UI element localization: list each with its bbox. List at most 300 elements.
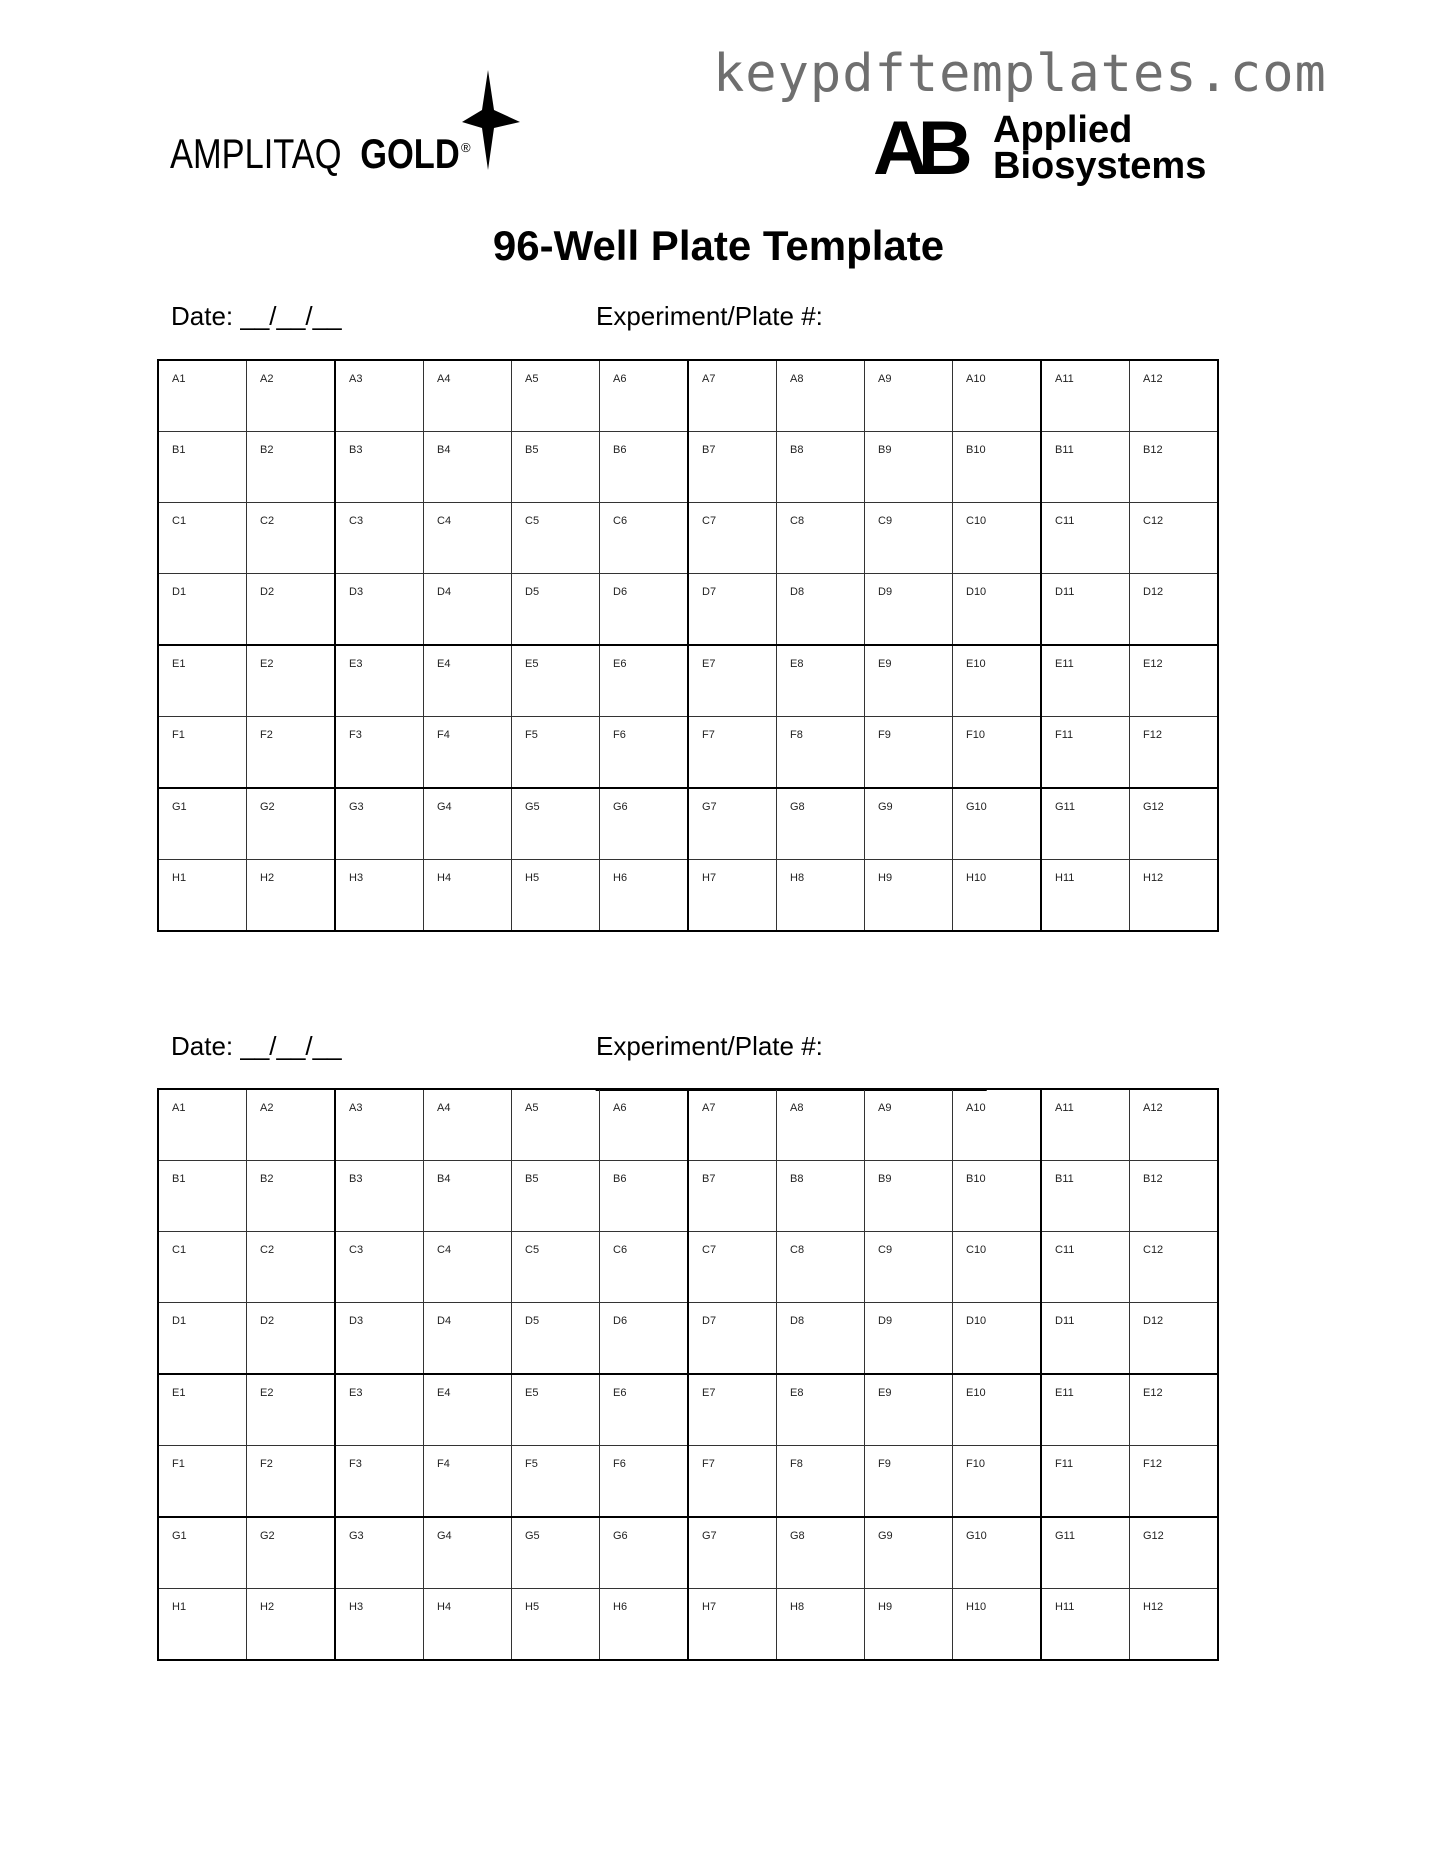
- well-cell[interactable]: [1041, 788, 1130, 860]
- well-label: D10: [966, 1315, 987, 1327]
- well-cell[interactable]: [688, 1517, 777, 1589]
- well-label: D9: [878, 1315, 893, 1327]
- well-cell[interactable]: [953, 1161, 1042, 1232]
- plate-row: [158, 860, 1218, 932]
- well-cell[interactable]: [247, 645, 336, 717]
- well-cell[interactable]: [158, 574, 247, 646]
- well-label: C5: [525, 1244, 540, 1256]
- well-label: E12: [1143, 1387, 1163, 1399]
- well-cell[interactable]: [512, 717, 600, 789]
- well-cell[interactable]: [512, 1374, 600, 1446]
- well-cell[interactable]: [158, 788, 247, 860]
- well-label: D9: [878, 586, 893, 598]
- well-label: F10: [966, 729, 985, 741]
- well-label: A8: [790, 1102, 804, 1114]
- well-cell[interactable]: [158, 1232, 247, 1303]
- well-label: D2: [260, 1315, 275, 1327]
- well-label: F9: [878, 1458, 891, 1470]
- well-cell[interactable]: [1130, 645, 1219, 717]
- well-label: E7: [702, 1387, 716, 1399]
- well-label: D6: [613, 586, 628, 598]
- well-cell[interactable]: [1130, 1517, 1219, 1589]
- well-label: H3: [349, 872, 364, 884]
- well-label: E11: [1055, 658, 1074, 670]
- well-cell[interactable]: [424, 717, 512, 789]
- well-label: A7: [702, 1102, 716, 1114]
- well-cell[interactable]: [512, 1517, 600, 1589]
- well-cell[interactable]: [865, 1161, 953, 1232]
- well-cell[interactable]: [953, 574, 1042, 646]
- well-cell[interactable]: [600, 1374, 689, 1446]
- well-label: H10: [966, 872, 987, 884]
- well-cell[interactable]: [600, 432, 689, 503]
- well-cell[interactable]: [158, 717, 247, 789]
- well-label: B2: [260, 1173, 274, 1185]
- well-cell[interactable]: [158, 1303, 247, 1375]
- well-cell[interactable]: [953, 1232, 1042, 1303]
- well-label: C1: [172, 515, 187, 527]
- well-label: B10: [966, 444, 986, 456]
- well-cell[interactable]: [865, 432, 953, 503]
- well-cell[interactable]: [1041, 503, 1130, 574]
- well-cell[interactable]: [688, 788, 777, 860]
- gold-logo-text: GOLD: [360, 130, 460, 178]
- well-label: G7: [702, 1530, 717, 1542]
- well-cell[interactable]: [335, 1589, 424, 1661]
- well-label: C7: [702, 1244, 717, 1256]
- well-cell[interactable]: [865, 1517, 953, 1589]
- well-cell[interactable]: [424, 432, 512, 503]
- well-label: B1: [172, 1173, 186, 1185]
- well-cell[interactable]: [335, 717, 424, 789]
- well-cell[interactable]: [1130, 1161, 1219, 1232]
- well-cell[interactable]: [1130, 574, 1219, 646]
- well-cell[interactable]: [335, 788, 424, 860]
- well-cell[interactable]: [512, 1589, 600, 1661]
- well-cell[interactable]: [335, 1089, 424, 1161]
- well-cell[interactable]: [1130, 360, 1219, 432]
- well-cell[interactable]: [953, 860, 1042, 932]
- well-cell[interactable]: [247, 360, 336, 432]
- well-cell[interactable]: [335, 574, 424, 646]
- well-label: B4: [437, 444, 451, 456]
- well-cell[interactable]: [158, 860, 247, 932]
- well-label: C10: [966, 515, 987, 527]
- well-cell[interactable]: [777, 1089, 865, 1161]
- well-cell[interactable]: [424, 574, 512, 646]
- well-cell[interactable]: [777, 432, 865, 503]
- well-cell[interactable]: [688, 645, 777, 717]
- well-cell[interactable]: [512, 1303, 600, 1375]
- well-label: E1: [172, 1387, 186, 1399]
- well-label: A8: [790, 373, 804, 385]
- well-cell[interactable]: [158, 1589, 247, 1661]
- well-label: A6: [613, 373, 627, 385]
- well-cell[interactable]: [953, 717, 1042, 789]
- well-cell[interactable]: [512, 1161, 600, 1232]
- well-cell[interactable]: [865, 503, 953, 574]
- well-cell[interactable]: [247, 1303, 336, 1375]
- plate-row: [158, 1303, 1218, 1375]
- well-cell[interactable]: [247, 432, 336, 503]
- well-cell[interactable]: [777, 788, 865, 860]
- well-cell[interactable]: [688, 717, 777, 789]
- well-label: F11: [1055, 1458, 1074, 1470]
- well-cell[interactable]: [158, 1161, 247, 1232]
- well-label: A2: [260, 1102, 274, 1114]
- well-cell[interactable]: [1041, 1374, 1130, 1446]
- well-cell[interactable]: [424, 860, 512, 932]
- well-cell[interactable]: [1130, 1374, 1219, 1446]
- well-cell[interactable]: [335, 1517, 424, 1589]
- well-cell[interactable]: [335, 432, 424, 503]
- well-cell[interactable]: [688, 360, 777, 432]
- well-cell[interactable]: [777, 1446, 865, 1518]
- well-label: F9: [878, 729, 891, 741]
- well-cell[interactable]: [1041, 1232, 1130, 1303]
- well-cell[interactable]: [424, 645, 512, 717]
- well-label: H8: [790, 872, 805, 884]
- well-cell[interactable]: [865, 788, 953, 860]
- well-label: A10: [966, 373, 986, 385]
- well-label: A6: [613, 1102, 627, 1114]
- well-label: C2: [260, 1244, 275, 1256]
- well-cell[interactable]: [424, 1446, 512, 1518]
- well-label: D8: [790, 1315, 805, 1327]
- well-cell[interactable]: [335, 1446, 424, 1518]
- amplitaq-logo-text: AMPLITAQ: [170, 130, 342, 178]
- well-cell[interactable]: [600, 1589, 689, 1661]
- well-cell[interactable]: [247, 503, 336, 574]
- well-cell[interactable]: [335, 1232, 424, 1303]
- well-label: D2: [260, 586, 275, 598]
- well-label: G5: [525, 1530, 540, 1542]
- well-cell[interactable]: [688, 1232, 777, 1303]
- well-label: G5: [525, 801, 540, 813]
- well-cell[interactable]: [158, 360, 247, 432]
- well-cell[interactable]: [688, 1446, 777, 1518]
- applied-biosystems-logo: [873, 108, 1213, 188]
- well-label: G9: [878, 1530, 893, 1542]
- well-cell[interactable]: [335, 503, 424, 574]
- well-cell[interactable]: [158, 432, 247, 503]
- well-cell[interactable]: [424, 503, 512, 574]
- well-cell[interactable]: [1041, 1589, 1130, 1661]
- well-cell[interactable]: [953, 1089, 1042, 1161]
- well-label: B11: [1055, 1173, 1074, 1185]
- well-label: D3: [349, 586, 364, 598]
- well-label: B10: [966, 1173, 986, 1185]
- well-cell[interactable]: [424, 1089, 512, 1161]
- well-cell[interactable]: [158, 1517, 247, 1589]
- well-cell[interactable]: [865, 1374, 953, 1446]
- well-label: E9: [878, 1387, 892, 1399]
- well-cell[interactable]: [335, 1161, 424, 1232]
- well-cell[interactable]: [247, 1161, 336, 1232]
- well-label: B12: [1143, 1173, 1163, 1185]
- well-cell[interactable]: [247, 1446, 336, 1518]
- well-cell[interactable]: [865, 1589, 953, 1661]
- well-cell[interactable]: [777, 574, 865, 646]
- well-cell[interactable]: [158, 503, 247, 574]
- well-cell[interactable]: [600, 1446, 689, 1518]
- well-cell[interactable]: [1041, 1517, 1130, 1589]
- well-label: H8: [790, 1601, 805, 1613]
- well-cell[interactable]: [512, 360, 600, 432]
- well-cell[interactable]: [777, 860, 865, 932]
- well-label: B12: [1143, 444, 1163, 456]
- well-cell[interactable]: [424, 1161, 512, 1232]
- well-cell[interactable]: [247, 1089, 336, 1161]
- well-cell[interactable]: [247, 1589, 336, 1661]
- well-cell[interactable]: [512, 1446, 600, 1518]
- well-cell[interactable]: [512, 1232, 600, 1303]
- well-cell[interactable]: [688, 1589, 777, 1661]
- well-cell[interactable]: [777, 1303, 865, 1375]
- well-label: H6: [613, 872, 628, 884]
- well-cell[interactable]: [158, 1089, 247, 1161]
- well-cell[interactable]: [600, 788, 689, 860]
- well-cell[interactable]: [865, 574, 953, 646]
- well-cell[interactable]: [512, 1089, 600, 1161]
- well-label: C9: [878, 1244, 893, 1256]
- well-cell[interactable]: [865, 717, 953, 789]
- well-cell[interactable]: [247, 1374, 336, 1446]
- well-cell[interactable]: [1130, 1303, 1219, 1375]
- well-cell[interactable]: [865, 1089, 953, 1161]
- well-label: C4: [437, 1244, 452, 1256]
- well-cell[interactable]: [1130, 432, 1219, 503]
- well-label: D1: [172, 1315, 187, 1327]
- well-label: E6: [613, 658, 627, 670]
- well-cell[interactable]: [777, 1517, 865, 1589]
- well-label: G3: [349, 801, 364, 813]
- well-label: F11: [1055, 729, 1074, 741]
- well-label: F8: [790, 729, 803, 741]
- well-label: F2: [260, 729, 273, 741]
- well-cell[interactable]: [424, 1589, 512, 1661]
- well-cell[interactable]: [1041, 432, 1130, 503]
- well-cell[interactable]: [600, 717, 689, 789]
- well-cell[interactable]: [512, 788, 600, 860]
- plate-row: [158, 1374, 1218, 1446]
- well-cell[interactable]: [777, 1589, 865, 1661]
- well-label: E9: [878, 658, 892, 670]
- well-cell[interactable]: [424, 360, 512, 432]
- well-cell[interactable]: [953, 503, 1042, 574]
- well-cell[interactable]: [600, 860, 689, 932]
- well-label: B7: [702, 1173, 716, 1185]
- well-label: C6: [613, 515, 628, 527]
- well-cell[interactable]: [600, 503, 689, 574]
- well-cell[interactable]: [688, 1089, 777, 1161]
- well-cell[interactable]: [512, 645, 600, 717]
- well-label: G3: [349, 1530, 364, 1542]
- well-cell[interactable]: [424, 788, 512, 860]
- well-cell[interactable]: [424, 1303, 512, 1375]
- well-cell[interactable]: [1041, 360, 1130, 432]
- well-cell[interactable]: [953, 788, 1042, 860]
- well-cell[interactable]: [953, 360, 1042, 432]
- well-label: D4: [437, 1315, 452, 1327]
- well-label: E12: [1143, 658, 1163, 670]
- well-cell[interactable]: [600, 645, 689, 717]
- well-cell[interactable]: [247, 788, 336, 860]
- well-label: D12: [1143, 1315, 1164, 1327]
- well-cell[interactable]: [953, 1517, 1042, 1589]
- plate-row: [158, 574, 1218, 646]
- well-cell[interactable]: [1041, 1161, 1130, 1232]
- well-cell[interactable]: [600, 1517, 689, 1589]
- well-cell[interactable]: [335, 860, 424, 932]
- well-cell[interactable]: [1130, 1589, 1219, 1661]
- well-cell[interactable]: [953, 1446, 1042, 1518]
- well-cell[interactable]: [865, 1446, 953, 1518]
- well-cell[interactable]: [600, 1303, 689, 1375]
- well-cell[interactable]: [688, 860, 777, 932]
- well-cell[interactable]: [1130, 717, 1219, 789]
- well-label: E4: [437, 1387, 451, 1399]
- well-cell[interactable]: [335, 360, 424, 432]
- well-cell[interactable]: [1041, 645, 1130, 717]
- well-cell[interactable]: [1041, 1303, 1130, 1375]
- well-cell[interactable]: [777, 1232, 865, 1303]
- well-cell[interactable]: [777, 360, 865, 432]
- well-label: B3: [349, 1173, 363, 1185]
- well-cell[interactable]: [1130, 1089, 1219, 1161]
- well-label: H10: [966, 1601, 987, 1613]
- well-cell[interactable]: [335, 645, 424, 717]
- plate-row: [158, 788, 1218, 860]
- well-cell[interactable]: [335, 1374, 424, 1446]
- well-cell[interactable]: [1041, 1446, 1130, 1518]
- well-cell[interactable]: [777, 645, 865, 717]
- well-cell[interactable]: [158, 1374, 247, 1446]
- well-label: D12: [1143, 586, 1164, 598]
- well-label: H11: [1055, 1601, 1075, 1613]
- well-label: D4: [437, 586, 452, 598]
- well-cell[interactable]: [865, 1303, 953, 1375]
- well-cell[interactable]: [1041, 717, 1130, 789]
- well-label: C12: [1143, 515, 1164, 527]
- well-label: F3: [349, 729, 362, 741]
- well-label: E8: [790, 1387, 804, 1399]
- well-cell[interactable]: [158, 1446, 247, 1518]
- well-cell[interactable]: [1130, 788, 1219, 860]
- well-label: D3: [349, 1315, 364, 1327]
- plate-row: [158, 503, 1218, 574]
- well-label: A5: [525, 373, 539, 385]
- well-cell[interactable]: [424, 1517, 512, 1589]
- well-label: H2: [260, 1601, 275, 1613]
- well-cell[interactable]: [953, 645, 1042, 717]
- well-label: G10: [966, 801, 987, 813]
- well-cell[interactable]: [512, 860, 600, 932]
- well-cell[interactable]: [777, 503, 865, 574]
- well-cell[interactable]: [600, 1161, 689, 1232]
- well-cell[interactable]: [953, 1374, 1042, 1446]
- well-cell[interactable]: [865, 860, 953, 932]
- well-label: B7: [702, 444, 716, 456]
- well-cell[interactable]: [688, 1374, 777, 1446]
- amplitaq-gold-logo: [170, 70, 520, 180]
- well-cell[interactable]: [335, 1303, 424, 1375]
- well-cell[interactable]: [1041, 860, 1130, 932]
- well-cell[interactable]: [777, 1374, 865, 1446]
- well-cell[interactable]: [247, 860, 336, 932]
- well-cell[interactable]: [777, 1161, 865, 1232]
- well-label: C12: [1143, 1244, 1164, 1256]
- well-cell[interactable]: [688, 503, 777, 574]
- well-cell[interactable]: [1130, 503, 1219, 574]
- plate-row: [158, 1517, 1218, 1589]
- well-label: H7: [702, 872, 717, 884]
- well-cell[interactable]: [865, 645, 953, 717]
- well-cell[interactable]: [247, 574, 336, 646]
- well-cell[interactable]: [865, 1232, 953, 1303]
- well-cell[interactable]: [1130, 1446, 1219, 1518]
- well-label: D10: [966, 586, 987, 598]
- well-label: G8: [790, 801, 805, 813]
- well-label: G4: [437, 1530, 452, 1542]
- well-label: B6: [613, 1173, 627, 1185]
- well-cell[interactable]: [158, 645, 247, 717]
- well-cell[interactable]: [777, 717, 865, 789]
- well-cell[interactable]: [600, 1089, 689, 1161]
- well-cell[interactable]: [424, 1232, 512, 1303]
- well-cell[interactable]: [953, 1303, 1042, 1375]
- well-cell[interactable]: [1041, 1089, 1130, 1161]
- well-cell[interactable]: [247, 717, 336, 789]
- plate-row: [158, 1589, 1218, 1661]
- well-cell[interactable]: [688, 574, 777, 646]
- well-cell[interactable]: [247, 1517, 336, 1589]
- well-label: D7: [702, 586, 717, 598]
- well-label: G7: [702, 801, 717, 813]
- well-label: F7: [702, 1458, 715, 1470]
- plate-row: [158, 432, 1218, 503]
- well-cell[interactable]: [512, 432, 600, 503]
- well-label: G4: [437, 801, 452, 813]
- well-label: A4: [437, 1102, 451, 1114]
- well-cell[interactable]: [688, 1161, 777, 1232]
- well-label: F6: [613, 729, 626, 741]
- well-cell[interactable]: [512, 503, 600, 574]
- well-cell[interactable]: [865, 360, 953, 432]
- well-cell[interactable]: [600, 574, 689, 646]
- well-cell[interactable]: [424, 1374, 512, 1446]
- well-cell[interactable]: [512, 574, 600, 646]
- well-cell[interactable]: [953, 1589, 1042, 1661]
- well-label: D5: [525, 1315, 540, 1327]
- well-label: G2: [260, 1530, 275, 1542]
- well-cell[interactable]: [688, 432, 777, 503]
- well-label: G12: [1143, 801, 1164, 813]
- well-cell[interactable]: [688, 1303, 777, 1375]
- well-label: B8: [790, 444, 804, 456]
- well-cell[interactable]: [1041, 574, 1130, 646]
- well-label: F4: [437, 729, 450, 741]
- well-label: H3: [349, 1601, 364, 1613]
- well-label: E10: [966, 1387, 986, 1399]
- well-cell[interactable]: [247, 1232, 336, 1303]
- well-label: B4: [437, 1173, 451, 1185]
- well-cell[interactable]: [1130, 1232, 1219, 1303]
- well-cell[interactable]: [953, 432, 1042, 503]
- well-cell[interactable]: [600, 360, 689, 432]
- well-cell[interactable]: [1130, 860, 1219, 932]
- well-cell[interactable]: [600, 1232, 689, 1303]
